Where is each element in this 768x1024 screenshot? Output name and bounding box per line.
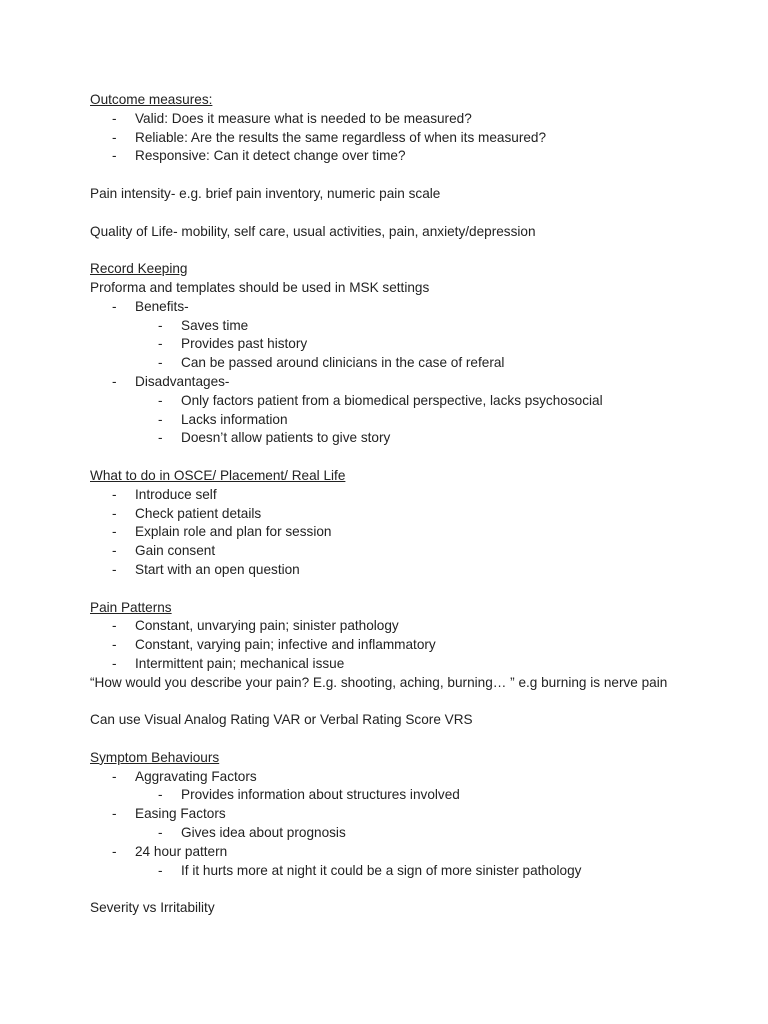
list-item <box>90 617 750 636</box>
list-item-text: Aggravating Factors <box>135 768 257 784</box>
list-item-text: Gives idea about prognosis <box>181 825 346 841</box>
bullet-dash: - <box>158 392 163 408</box>
paragraph: Pain intensity- e.g. brief pain inventory, numeric pain scale <box>90 185 441 201</box>
list-item-text: Reliable: Are the results the same regardless of when its measured? <box>135 129 547 145</box>
list-item-text: Start with an open question <box>135 561 300 577</box>
list-item-text: 24 hour pattern <box>135 843 228 859</box>
bullet-dash: - <box>112 110 117 126</box>
bullet-dash: - <box>112 148 117 164</box>
bullet-dash: - <box>158 825 163 841</box>
section-heading: Outcome measures: <box>90 92 213 107</box>
list-item-text: Valid: Does it measure what is needed to be measured? <box>135 110 472 126</box>
bullet-dash: - <box>112 524 117 540</box>
list-item-text: Doesn’t allow patients to give story <box>181 430 391 446</box>
list-item <box>90 542 750 561</box>
bullet-dash: - <box>112 298 117 314</box>
bullet-dash: - <box>158 317 163 333</box>
bullet-dash: - <box>112 843 117 859</box>
list-item-text: Responsive: Can it detect change over time? <box>135 148 406 164</box>
sub-list-item <box>90 862 750 881</box>
blank-line <box>90 880 750 899</box>
bullet-dash: - <box>112 129 117 145</box>
sub-list-item <box>90 335 750 354</box>
blank-line <box>90 693 750 712</box>
sub-list-item <box>90 392 750 411</box>
list-item-text: Saves time <box>181 317 249 333</box>
section-heading: Record Keeping <box>90 261 188 277</box>
bullet-dash: - <box>158 355 163 371</box>
list-item-text: Gain consent <box>135 543 216 559</box>
list-item <box>90 655 750 674</box>
list-item-text: Benefits- <box>135 298 189 314</box>
list-item-text: Check patient details <box>135 505 262 521</box>
bullet-dash: - <box>112 561 117 577</box>
bullet-dash: - <box>112 637 117 653</box>
list-item <box>90 636 750 655</box>
bullet-dash: - <box>158 411 163 427</box>
list-item-text: Can be passed around clinicians in the case of referal <box>181 355 505 371</box>
bullet-dash: - <box>112 618 117 634</box>
sub-list-item <box>90 317 750 336</box>
list-item-text: Constant, unvarying pain; sinister pathology <box>135 618 399 634</box>
list-item <box>90 768 750 787</box>
list-item-text: Lacks information <box>181 411 288 427</box>
blank-line <box>90 730 750 749</box>
section-heading: Symptom Behaviours <box>90 749 220 765</box>
list-item-text: If it hurts more at night it could be a sign of more sinister pathology <box>181 862 582 878</box>
list-item <box>90 486 750 505</box>
sub-list-item <box>90 411 750 430</box>
list-item <box>90 373 750 392</box>
blank-line <box>90 448 750 467</box>
list-item <box>90 805 750 824</box>
list-item <box>90 298 750 317</box>
sub-list-item <box>90 354 750 373</box>
blank-line <box>90 204 750 223</box>
section-heading: What to do in OSCE/ Placement/ Real Life <box>90 467 346 483</box>
blank-line <box>90 166 750 185</box>
list-item <box>90 843 750 862</box>
list-item <box>90 523 750 542</box>
list-item <box>90 561 750 580</box>
list-item-text: Explain role and plan for session <box>135 524 332 540</box>
paragraph: “How would you describe your pain? E.g. shooting, aching, burning… ” e.g burning is nerve pain <box>90 674 668 690</box>
sub-list-item <box>90 429 750 448</box>
document-page <box>90 91 750 918</box>
bullet-dash: - <box>158 862 163 878</box>
list-item <box>90 129 750 148</box>
section-heading: Pain Patterns <box>90 599 172 615</box>
list-item-text: Disadvantages- <box>135 373 230 389</box>
bullet-dash: - <box>158 336 163 352</box>
bullet-dash: - <box>112 486 117 502</box>
bullet-dash: - <box>112 768 117 784</box>
list-item <box>90 505 750 524</box>
list-item-text: Only factors patient from a biomedical perspective, lacks psychosocial <box>181 392 603 408</box>
sub-list-item <box>90 786 750 805</box>
paragraph: Quality of Life- mobility, self care, usual activities, pain, anxiety/depression <box>90 223 536 239</box>
bullet-dash: - <box>112 543 117 559</box>
bullet-dash: - <box>112 655 117 671</box>
paragraph: Proforma and templates should be used in MSK settings <box>90 279 430 295</box>
list-item-text: Provides past history <box>181 336 308 352</box>
list-item-text: Constant, varying pain; infective and inflammatory <box>135 637 436 653</box>
paragraph: Can use Visual Analog Rating VAR or Verbal Rating Score VRS <box>90 712 473 728</box>
blank-line <box>90 241 750 260</box>
paragraph: Severity vs Irritability <box>90 900 215 916</box>
list-item <box>90 110 750 129</box>
blank-line <box>90 580 750 599</box>
list-item-text: Provides information about structures involved <box>181 787 460 803</box>
list-item-text: Easing Factors <box>135 806 226 822</box>
bullet-dash: - <box>112 806 117 822</box>
bullet-dash: - <box>112 373 117 389</box>
bullet-dash: - <box>158 787 163 803</box>
sub-list-item <box>90 824 750 843</box>
bullet-dash: - <box>112 505 117 521</box>
bullet-dash: - <box>158 430 163 446</box>
list-item-text: Introduce self <box>135 486 217 502</box>
list-item <box>90 147 750 166</box>
list-item-text: Intermittent pain; mechanical issue <box>135 655 345 671</box>
